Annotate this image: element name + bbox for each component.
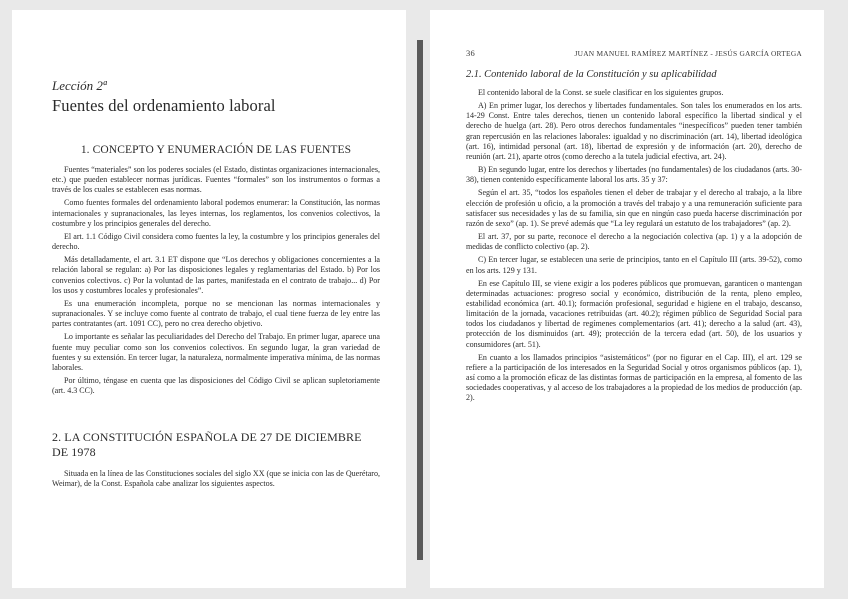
paragraph: Lo importante es señalar las peculiaridades del Derecho del Trabajo. En primer lugar, aparece una fuente muy peculiar como son los convenios colectivos. En segundo lugar, la gran variedad de fuentes y su extensión. En tercer lugar, la naturaleza, normalmente imperativa mínima, de las normas laborales.: [52, 332, 380, 372]
paragraph: Según el art. 35, “todos los españoles tienen el deber de trabajar y el derecho al trabajo, a la libre elección de profesión u oficio, a la promoción a través del trabajo y a una remuneración suficiente para satisfacer sus necesidades y las de su familia, sin que en ningún caso pueda hacerse discriminación por razón de sexo” (ap. 1). Se prevé además que “La ley regulará un estatuto de los trabajadores” (ap. 2).: [466, 188, 802, 228]
paragraph: En ese Capítulo III, se viene exigir a los poderes públicos que promuevan, garanticen o mantengan determinadas actuaciones: progreso social y económico, distribución de la renta, pleno empleo, estabilidad económica (art. 40.1); formación profesional, seguridad e higiene en el trabajo, descanso, limitación de la jornada, vacaciones retribuidas (art. 40.2); régimen público de Seguridad Social para todos los ciudadanos y libertad de regímenes complementarios (art. 41); derecho a la salud (art. 43), protección de los disminuidos (art. 49); protección de la tercera edad (art. 50), de los usuarios y consumidores (art. 51).: [466, 278, 802, 349]
running-head: [466, 48, 802, 58]
right-page: [430, 10, 824, 588]
running-head-authors: JUAN MANUEL RAMÍREZ MARTÍNEZ - JESÚS GARCÍA ORTEGA: [574, 49, 802, 58]
paragraph: El art. 37, por su parte, reconoce el derecho a la negociación colectiva (ap. 1) y a la adopción de medidas de conflicto colectivo (ap. 2).: [466, 232, 802, 252]
page-number: 36: [466, 48, 475, 58]
paragraph: En cuanto a los llamados principios “asistemáticos” (por no figurar en el Cap. III), el art. 129 se refiere a la participación de los interesados en la Seguridad Social y otros organismos públicos (ap. 1), así como a la promoción eficaz de las distintas formas de participación en la empresa, al fomento de las sociedades cooperativas, y al acceso de los trabajadores a la propiedad de los medios de producción (ap. 2).: [466, 352, 802, 403]
section-1-heading: 1. CONCEPTO Y ENUMERACIÓN DE LAS FUENTES: [80, 144, 352, 156]
section-2-heading: 2. LA CONSTITUCIÓN ESPAÑOLA DE 27 DE DICIEMBRE DE 1978: [52, 430, 362, 460]
paragraph: Por último, téngase en cuenta que las disposiciones del Código Civil se aplican supletoriamente (art. 4.3 CC).: [52, 375, 380, 396]
chapter-title: Fuentes del ordenamiento laboral: [52, 96, 276, 115]
paragraph: Como fuentes formales del ordenamiento laboral podemos enumerar: la Constitución, las normas internacionales y supranacionales, las leyes internas, los reglamentos, los convenios colectivos, la costumbre y los principios generales del derecho.: [52, 198, 380, 228]
lesson-label: Lección 2ª: [52, 78, 107, 93]
paragraph: Es una enumeración incompleta, porque no se mencionan las normas internacionales y supranacionales. Y se incluye como fuente al contrato de trabajo, el cual tiene fuerza de ley entre las partes contratantes (art. 1091 CC), pero no crea derecho objetivo.: [52, 298, 380, 329]
paragraph: Situada en la línea de las Constituciones sociales del siglo XX (que se inicia con las de Querétaro, Weimar), de la Const. Española cabe analizar los siguientes aspectos.: [52, 469, 380, 489]
subsection-heading: 2.1. Contenido laboral de la Constitución y su aplicabilidad: [466, 69, 717, 80]
book-gutter: [417, 40, 423, 560]
left-page: [12, 10, 406, 588]
paragraph: C) En tercer lugar, se establecen una serie de principios, tanto en el Capítulo III (arts. 39-52), como en los arts. 129 y 131.: [466, 255, 802, 275]
paragraph: B) En segundo lugar, entre los derechos y libertades (no fundamentales) de los ciudadanos (arts. 30-38), tienen contenido específicamente laboral los arts. 35 y 37:: [466, 165, 802, 185]
paragraph: A) En primer lugar, los derechos y libertades fundamentales. Son tales los enumerados en los arts. 14-29 Const. Entre tales derechos, tienen un contenido laboral específico la libertad sindical y el derecho de huelga (art. 28). Pero otros derechos fundamentales “inespecíficos” pueden tener también gran repercusión en las relaciones laborales: igualdad y no discriminación (art. 14), libertad ideológica (art. 16), intimidad personal (art. 18), libertad de expresión y de información (art. 20), derecho de reunión (art. 21), aparte otros (como derecho a la tutela judicial efectiva, art. 24).: [466, 101, 802, 161]
paragraph: Más detalladamente, el art. 3.1 ET dispone que “Los derechos y obligaciones concernientes a la relación laboral se regulan: a) Por las disposiciones legales y reglamentarias del Estado. b) Por los convenios colectivos. c) Por la voluntad de las partes, manifestada en el contrato de trabajo... d) Por los usos y costumbres locales y profesionales”.: [52, 255, 380, 295]
paragraph: Fuentes “materiales” son los poderes sociales (el Estado, distintas organizaciones internacionales, etc.) que pueden establecer normas jurídicas. Fuentes “formales” son los instrumentos o formas a través de los cuales se establecen esas normas.: [52, 165, 380, 195]
paragraph: El art. 1.1 Código Civil considera como fuentes la ley, la costumbre y los principios generales del derecho.: [52, 231, 380, 252]
paragraph: El contenido laboral de la Const. se suele clasificar en los siguientes grupos.: [478, 88, 724, 97]
